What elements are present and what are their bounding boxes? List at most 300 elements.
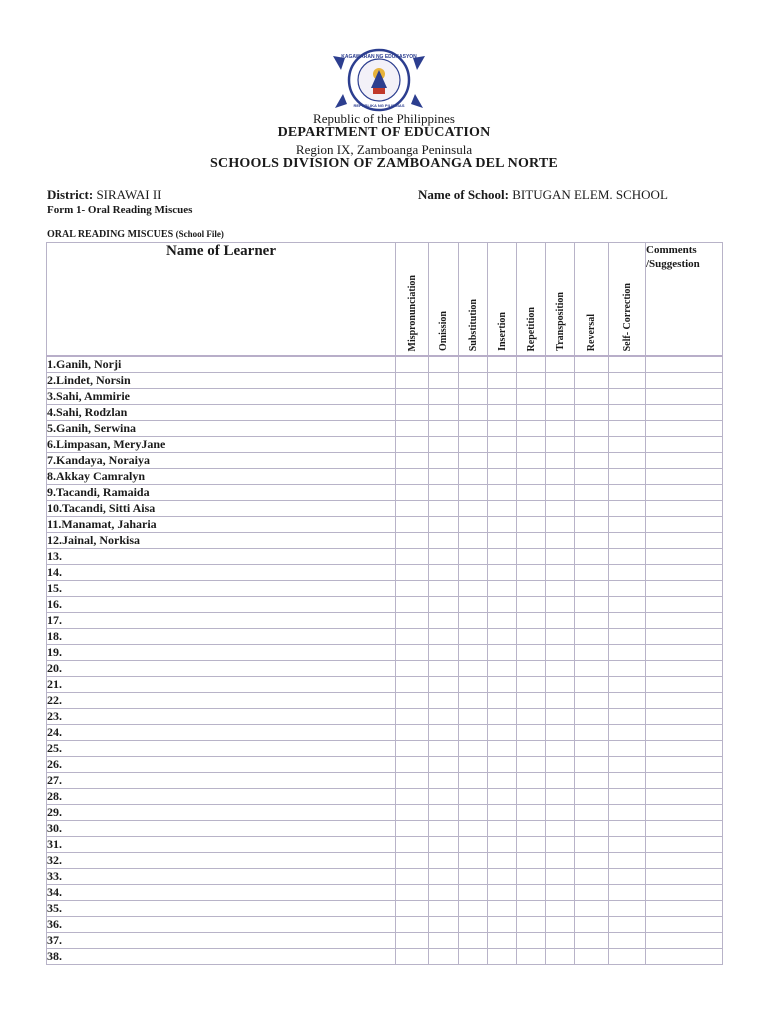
reversal-cell[interactable] xyxy=(575,789,609,805)
substitution-cell[interactable] xyxy=(459,565,488,581)
transposition-cell[interactable] xyxy=(546,757,575,773)
learner-name-cell[interactable]: 8.Akkay Camralyn xyxy=(47,469,396,485)
self-correction-cell[interactable] xyxy=(609,837,646,853)
insertion-cell[interactable] xyxy=(488,517,517,533)
omission-cell[interactable] xyxy=(429,533,459,549)
reversal-cell[interactable] xyxy=(575,949,609,965)
self-correction-cell[interactable] xyxy=(609,356,646,373)
comments-cell[interactable] xyxy=(646,533,723,549)
insertion-cell[interactable] xyxy=(488,933,517,949)
learner-name-cell[interactable]: 12.Jainal, Norkisa xyxy=(47,533,396,549)
insertion-cell[interactable] xyxy=(488,837,517,853)
mispronunciation-cell[interactable] xyxy=(396,805,429,821)
repetition-cell[interactable] xyxy=(517,661,546,677)
repetition-cell[interactable] xyxy=(517,917,546,933)
omission-cell[interactable] xyxy=(429,773,459,789)
substitution-cell[interactable] xyxy=(459,356,488,373)
omission-cell[interactable] xyxy=(429,373,459,389)
transposition-cell[interactable] xyxy=(546,597,575,613)
mispronunciation-cell[interactable] xyxy=(396,597,429,613)
reversal-cell[interactable] xyxy=(575,645,609,661)
learner-name-cell[interactable]: 28. xyxy=(47,789,396,805)
omission-cell[interactable] xyxy=(429,645,459,661)
learner-name-cell[interactable]: 2.Lindet, Norsin xyxy=(47,373,396,389)
comments-cell[interactable] xyxy=(646,933,723,949)
insertion-cell[interactable] xyxy=(488,645,517,661)
omission-cell[interactable] xyxy=(429,725,459,741)
repetition-cell[interactable] xyxy=(517,565,546,581)
insertion-cell[interactable] xyxy=(488,485,517,501)
mispronunciation-cell[interactable] xyxy=(396,469,429,485)
omission-cell[interactable] xyxy=(429,501,459,517)
substitution-cell[interactable] xyxy=(459,693,488,709)
insertion-cell[interactable] xyxy=(488,421,517,437)
transposition-cell[interactable] xyxy=(546,373,575,389)
transposition-cell[interactable] xyxy=(546,933,575,949)
repetition-cell[interactable] xyxy=(517,549,546,565)
mispronunciation-cell[interactable] xyxy=(396,853,429,869)
insertion-cell[interactable] xyxy=(488,597,517,613)
reversal-cell[interactable] xyxy=(575,356,609,373)
learner-name-cell[interactable]: 7.Kandaya, Noraiya xyxy=(47,453,396,469)
omission-cell[interactable] xyxy=(429,517,459,533)
substitution-cell[interactable] xyxy=(459,869,488,885)
mispronunciation-cell[interactable] xyxy=(396,437,429,453)
transposition-cell[interactable] xyxy=(546,533,575,549)
self-correction-cell[interactable] xyxy=(609,421,646,437)
insertion-cell[interactable] xyxy=(488,757,517,773)
reversal-cell[interactable] xyxy=(575,821,609,837)
repetition-cell[interactable] xyxy=(517,725,546,741)
mispronunciation-cell[interactable] xyxy=(396,789,429,805)
comments-cell[interactable] xyxy=(646,821,723,837)
reversal-cell[interactable] xyxy=(575,629,609,645)
comments-cell[interactable] xyxy=(646,693,723,709)
learner-name-cell[interactable]: 5.Ganih, Serwina xyxy=(47,421,396,437)
comments-cell[interactable] xyxy=(646,917,723,933)
learner-name-cell[interactable]: 36. xyxy=(47,917,396,933)
comments-cell[interactable] xyxy=(646,629,723,645)
reversal-cell[interactable] xyxy=(575,437,609,453)
mispronunciation-cell[interactable] xyxy=(396,645,429,661)
self-correction-cell[interactable] xyxy=(609,437,646,453)
insertion-cell[interactable] xyxy=(488,869,517,885)
mispronunciation-cell[interactable] xyxy=(396,869,429,885)
insertion-cell[interactable] xyxy=(488,725,517,741)
mispronunciation-cell[interactable] xyxy=(396,917,429,933)
learner-name-cell[interactable]: 18. xyxy=(47,629,396,645)
substitution-cell[interactable] xyxy=(459,597,488,613)
self-correction-cell[interactable] xyxy=(609,885,646,901)
comments-cell[interactable] xyxy=(646,757,723,773)
substitution-cell[interactable] xyxy=(459,501,488,517)
substitution-cell[interactable] xyxy=(459,485,488,501)
substitution-cell[interactable] xyxy=(459,741,488,757)
comments-cell[interactable] xyxy=(646,709,723,725)
comments-cell[interactable] xyxy=(646,517,723,533)
insertion-cell[interactable] xyxy=(488,741,517,757)
self-correction-cell[interactable] xyxy=(609,597,646,613)
insertion-cell[interactable] xyxy=(488,453,517,469)
learner-name-cell[interactable]: 13. xyxy=(47,549,396,565)
reversal-cell[interactable] xyxy=(575,901,609,917)
repetition-cell[interactable] xyxy=(517,885,546,901)
transposition-cell[interactable] xyxy=(546,389,575,405)
mispronunciation-cell[interactable] xyxy=(396,629,429,645)
transposition-cell[interactable] xyxy=(546,437,575,453)
transposition-cell[interactable] xyxy=(546,789,575,805)
substitution-cell[interactable] xyxy=(459,773,488,789)
learner-name-cell[interactable]: 3.Sahi, Ammirie xyxy=(47,389,396,405)
omission-cell[interactable] xyxy=(429,405,459,421)
insertion-cell[interactable] xyxy=(488,356,517,373)
transposition-cell[interactable] xyxy=(546,677,575,693)
repetition-cell[interactable] xyxy=(517,869,546,885)
transposition-cell[interactable] xyxy=(546,469,575,485)
insertion-cell[interactable] xyxy=(488,405,517,421)
substitution-cell[interactable] xyxy=(459,581,488,597)
repetition-cell[interactable] xyxy=(517,837,546,853)
self-correction-cell[interactable] xyxy=(609,453,646,469)
omission-cell[interactable] xyxy=(429,453,459,469)
insertion-cell[interactable] xyxy=(488,661,517,677)
reversal-cell[interactable] xyxy=(575,725,609,741)
transposition-cell[interactable] xyxy=(546,917,575,933)
transposition-cell[interactable] xyxy=(546,629,575,645)
substitution-cell[interactable] xyxy=(459,613,488,629)
learner-name-cell[interactable]: 33. xyxy=(47,869,396,885)
omission-cell[interactable] xyxy=(429,853,459,869)
omission-cell[interactable] xyxy=(429,629,459,645)
self-correction-cell[interactable] xyxy=(609,485,646,501)
comments-cell[interactable] xyxy=(646,421,723,437)
transposition-cell[interactable] xyxy=(546,613,575,629)
learner-name-cell[interactable]: 21. xyxy=(47,677,396,693)
repetition-cell[interactable] xyxy=(517,581,546,597)
learner-name-cell[interactable]: 11.Manamat, Jaharia xyxy=(47,517,396,533)
omission-cell[interactable] xyxy=(429,661,459,677)
repetition-cell[interactable] xyxy=(517,645,546,661)
mispronunciation-cell[interactable] xyxy=(396,389,429,405)
learner-name-cell[interactable]: 14. xyxy=(47,565,396,581)
repetition-cell[interactable] xyxy=(517,437,546,453)
omission-cell[interactable] xyxy=(429,389,459,405)
omission-cell[interactable] xyxy=(429,581,459,597)
mispronunciation-cell[interactable] xyxy=(396,837,429,853)
learner-name-cell[interactable]: 31. xyxy=(47,837,396,853)
transposition-cell[interactable] xyxy=(546,949,575,965)
reversal-cell[interactable] xyxy=(575,373,609,389)
transposition-cell[interactable] xyxy=(546,453,575,469)
transposition-cell[interactable] xyxy=(546,517,575,533)
self-correction-cell[interactable] xyxy=(609,725,646,741)
comments-cell[interactable] xyxy=(646,901,723,917)
mispronunciation-cell[interactable] xyxy=(396,356,429,373)
repetition-cell[interactable] xyxy=(517,949,546,965)
insertion-cell[interactable] xyxy=(488,549,517,565)
substitution-cell[interactable] xyxy=(459,789,488,805)
comments-cell[interactable] xyxy=(646,613,723,629)
reversal-cell[interactable] xyxy=(575,501,609,517)
omission-cell[interactable] xyxy=(429,613,459,629)
learner-name-cell[interactable]: 26. xyxy=(47,757,396,773)
reversal-cell[interactable] xyxy=(575,421,609,437)
transposition-cell[interactable] xyxy=(546,805,575,821)
reversal-cell[interactable] xyxy=(575,597,609,613)
reversal-cell[interactable] xyxy=(575,485,609,501)
reversal-cell[interactable] xyxy=(575,661,609,677)
insertion-cell[interactable] xyxy=(488,613,517,629)
substitution-cell[interactable] xyxy=(459,757,488,773)
insertion-cell[interactable] xyxy=(488,901,517,917)
repetition-cell[interactable] xyxy=(517,677,546,693)
self-correction-cell[interactable] xyxy=(609,917,646,933)
comments-cell[interactable] xyxy=(646,789,723,805)
learner-name-cell[interactable]: 4.Sahi, Rodzlan xyxy=(47,405,396,421)
omission-cell[interactable] xyxy=(429,805,459,821)
mispronunciation-cell[interactable] xyxy=(396,613,429,629)
repetition-cell[interactable] xyxy=(517,805,546,821)
omission-cell[interactable] xyxy=(429,549,459,565)
substitution-cell[interactable] xyxy=(459,405,488,421)
transposition-cell[interactable] xyxy=(546,885,575,901)
comments-cell[interactable] xyxy=(646,469,723,485)
reversal-cell[interactable] xyxy=(575,613,609,629)
transposition-cell[interactable] xyxy=(546,661,575,677)
substitution-cell[interactable] xyxy=(459,373,488,389)
substitution-cell[interactable] xyxy=(459,629,488,645)
transposition-cell[interactable] xyxy=(546,356,575,373)
insertion-cell[interactable] xyxy=(488,533,517,549)
self-correction-cell[interactable] xyxy=(609,901,646,917)
comments-cell[interactable] xyxy=(646,356,723,373)
transposition-cell[interactable] xyxy=(546,821,575,837)
omission-cell[interactable] xyxy=(429,677,459,693)
substitution-cell[interactable] xyxy=(459,709,488,725)
transposition-cell[interactable] xyxy=(546,725,575,741)
reversal-cell[interactable] xyxy=(575,837,609,853)
learner-name-cell[interactable]: 19. xyxy=(47,645,396,661)
comments-cell[interactable] xyxy=(646,373,723,389)
insertion-cell[interactable] xyxy=(488,693,517,709)
transposition-cell[interactable] xyxy=(546,709,575,725)
comments-cell[interactable] xyxy=(646,885,723,901)
omission-cell[interactable] xyxy=(429,741,459,757)
mispronunciation-cell[interactable] xyxy=(396,709,429,725)
omission-cell[interactable] xyxy=(429,757,459,773)
self-correction-cell[interactable] xyxy=(609,949,646,965)
mispronunciation-cell[interactable] xyxy=(396,933,429,949)
mispronunciation-cell[interactable] xyxy=(396,821,429,837)
insertion-cell[interactable] xyxy=(488,437,517,453)
transposition-cell[interactable] xyxy=(546,901,575,917)
comments-cell[interactable] xyxy=(646,549,723,565)
repetition-cell[interactable] xyxy=(517,821,546,837)
mispronunciation-cell[interactable] xyxy=(396,661,429,677)
substitution-cell[interactable] xyxy=(459,549,488,565)
comments-cell[interactable] xyxy=(646,581,723,597)
comments-cell[interactable] xyxy=(646,405,723,421)
insertion-cell[interactable] xyxy=(488,853,517,869)
mispronunciation-cell[interactable] xyxy=(396,485,429,501)
mispronunciation-cell[interactable] xyxy=(396,501,429,517)
repetition-cell[interactable] xyxy=(517,421,546,437)
substitution-cell[interactable] xyxy=(459,885,488,901)
reversal-cell[interactable] xyxy=(575,453,609,469)
reversal-cell[interactable] xyxy=(575,885,609,901)
substitution-cell[interactable] xyxy=(459,661,488,677)
repetition-cell[interactable] xyxy=(517,469,546,485)
mispronunciation-cell[interactable] xyxy=(396,533,429,549)
transposition-cell[interactable] xyxy=(546,645,575,661)
insertion-cell[interactable] xyxy=(488,805,517,821)
repetition-cell[interactable] xyxy=(517,933,546,949)
substitution-cell[interactable] xyxy=(459,421,488,437)
substitution-cell[interactable] xyxy=(459,837,488,853)
comments-cell[interactable] xyxy=(646,565,723,581)
transposition-cell[interactable] xyxy=(546,485,575,501)
self-correction-cell[interactable] xyxy=(609,373,646,389)
substitution-cell[interactable] xyxy=(459,389,488,405)
comments-cell[interactable] xyxy=(646,773,723,789)
self-correction-cell[interactable] xyxy=(609,549,646,565)
insertion-cell[interactable] xyxy=(488,949,517,965)
reversal-cell[interactable] xyxy=(575,773,609,789)
comments-cell[interactable] xyxy=(646,837,723,853)
comments-cell[interactable] xyxy=(646,501,723,517)
learner-name-cell[interactable]: 24. xyxy=(47,725,396,741)
reversal-cell[interactable] xyxy=(575,693,609,709)
learner-name-cell[interactable]: 17. xyxy=(47,613,396,629)
self-correction-cell[interactable] xyxy=(609,645,646,661)
comments-cell[interactable] xyxy=(646,485,723,501)
transposition-cell[interactable] xyxy=(546,869,575,885)
reversal-cell[interactable] xyxy=(575,389,609,405)
repetition-cell[interactable] xyxy=(517,709,546,725)
repetition-cell[interactable] xyxy=(517,757,546,773)
repetition-cell[interactable] xyxy=(517,901,546,917)
substitution-cell[interactable] xyxy=(459,805,488,821)
comments-cell[interactable] xyxy=(646,437,723,453)
comments-cell[interactable] xyxy=(646,725,723,741)
mispronunciation-cell[interactable] xyxy=(396,693,429,709)
substitution-cell[interactable] xyxy=(459,453,488,469)
self-correction-cell[interactable] xyxy=(609,677,646,693)
learner-name-cell[interactable]: 30. xyxy=(47,821,396,837)
comments-cell[interactable] xyxy=(646,869,723,885)
omission-cell[interactable] xyxy=(429,821,459,837)
transposition-cell[interactable] xyxy=(546,501,575,517)
repetition-cell[interactable] xyxy=(517,389,546,405)
substitution-cell[interactable] xyxy=(459,437,488,453)
self-correction-cell[interactable] xyxy=(609,773,646,789)
substitution-cell[interactable] xyxy=(459,517,488,533)
insertion-cell[interactable] xyxy=(488,821,517,837)
reversal-cell[interactable] xyxy=(575,805,609,821)
learner-name-cell[interactable]: 1.Ganih, Norji xyxy=(47,356,396,373)
comments-cell[interactable] xyxy=(646,661,723,677)
reversal-cell[interactable] xyxy=(575,677,609,693)
mispronunciation-cell[interactable] xyxy=(396,741,429,757)
mispronunciation-cell[interactable] xyxy=(396,405,429,421)
self-correction-cell[interactable] xyxy=(609,853,646,869)
learner-name-cell[interactable]: 22. xyxy=(47,693,396,709)
omission-cell[interactable] xyxy=(429,693,459,709)
comments-cell[interactable] xyxy=(646,597,723,613)
learner-name-cell[interactable]: 6.Limpasan, MeryJane xyxy=(47,437,396,453)
learner-name-cell[interactable]: 23. xyxy=(47,709,396,725)
mispronunciation-cell[interactable] xyxy=(396,549,429,565)
transposition-cell[interactable] xyxy=(546,405,575,421)
substitution-cell[interactable] xyxy=(459,725,488,741)
reversal-cell[interactable] xyxy=(575,709,609,725)
omission-cell[interactable] xyxy=(429,885,459,901)
self-correction-cell[interactable] xyxy=(609,709,646,725)
self-correction-cell[interactable] xyxy=(609,533,646,549)
insertion-cell[interactable] xyxy=(488,709,517,725)
learner-name-cell[interactable]: 25. xyxy=(47,741,396,757)
omission-cell[interactable] xyxy=(429,949,459,965)
mispronunciation-cell[interactable] xyxy=(396,773,429,789)
self-correction-cell[interactable] xyxy=(609,821,646,837)
self-correction-cell[interactable] xyxy=(609,469,646,485)
reversal-cell[interactable] xyxy=(575,741,609,757)
comments-cell[interactable] xyxy=(646,677,723,693)
transposition-cell[interactable] xyxy=(546,853,575,869)
reversal-cell[interactable] xyxy=(575,517,609,533)
learner-name-cell[interactable]: 29. xyxy=(47,805,396,821)
transposition-cell[interactable] xyxy=(546,549,575,565)
comments-cell[interactable] xyxy=(646,853,723,869)
insertion-cell[interactable] xyxy=(488,565,517,581)
reversal-cell[interactable] xyxy=(575,469,609,485)
insertion-cell[interactable] xyxy=(488,501,517,517)
learner-name-cell[interactable]: 10.Tacandi, Sitti Aisa xyxy=(47,501,396,517)
reversal-cell[interactable] xyxy=(575,549,609,565)
omission-cell[interactable] xyxy=(429,709,459,725)
transposition-cell[interactable] xyxy=(546,693,575,709)
insertion-cell[interactable] xyxy=(488,373,517,389)
mispronunciation-cell[interactable] xyxy=(396,373,429,389)
reversal-cell[interactable] xyxy=(575,533,609,549)
insertion-cell[interactable] xyxy=(488,773,517,789)
repetition-cell[interactable] xyxy=(517,693,546,709)
self-correction-cell[interactable] xyxy=(609,693,646,709)
repetition-cell[interactable] xyxy=(517,597,546,613)
learner-name-cell[interactable]: 16. xyxy=(47,597,396,613)
substitution-cell[interactable] xyxy=(459,677,488,693)
repetition-cell[interactable] xyxy=(517,741,546,757)
comments-cell[interactable] xyxy=(646,741,723,757)
mispronunciation-cell[interactable] xyxy=(396,725,429,741)
repetition-cell[interactable] xyxy=(517,789,546,805)
learner-name-cell[interactable]: 9.Tacandi, Ramaida xyxy=(47,485,396,501)
mispronunciation-cell[interactable] xyxy=(396,565,429,581)
reversal-cell[interactable] xyxy=(575,853,609,869)
repetition-cell[interactable] xyxy=(517,405,546,421)
self-correction-cell[interactable] xyxy=(609,613,646,629)
insertion-cell[interactable] xyxy=(488,629,517,645)
omission-cell[interactable] xyxy=(429,933,459,949)
self-correction-cell[interactable] xyxy=(609,805,646,821)
repetition-cell[interactable] xyxy=(517,613,546,629)
self-correction-cell[interactable] xyxy=(609,389,646,405)
comments-cell[interactable] xyxy=(646,453,723,469)
reversal-cell[interactable] xyxy=(575,565,609,581)
insertion-cell[interactable] xyxy=(488,917,517,933)
reversal-cell[interactable] xyxy=(575,757,609,773)
substitution-cell[interactable] xyxy=(459,853,488,869)
